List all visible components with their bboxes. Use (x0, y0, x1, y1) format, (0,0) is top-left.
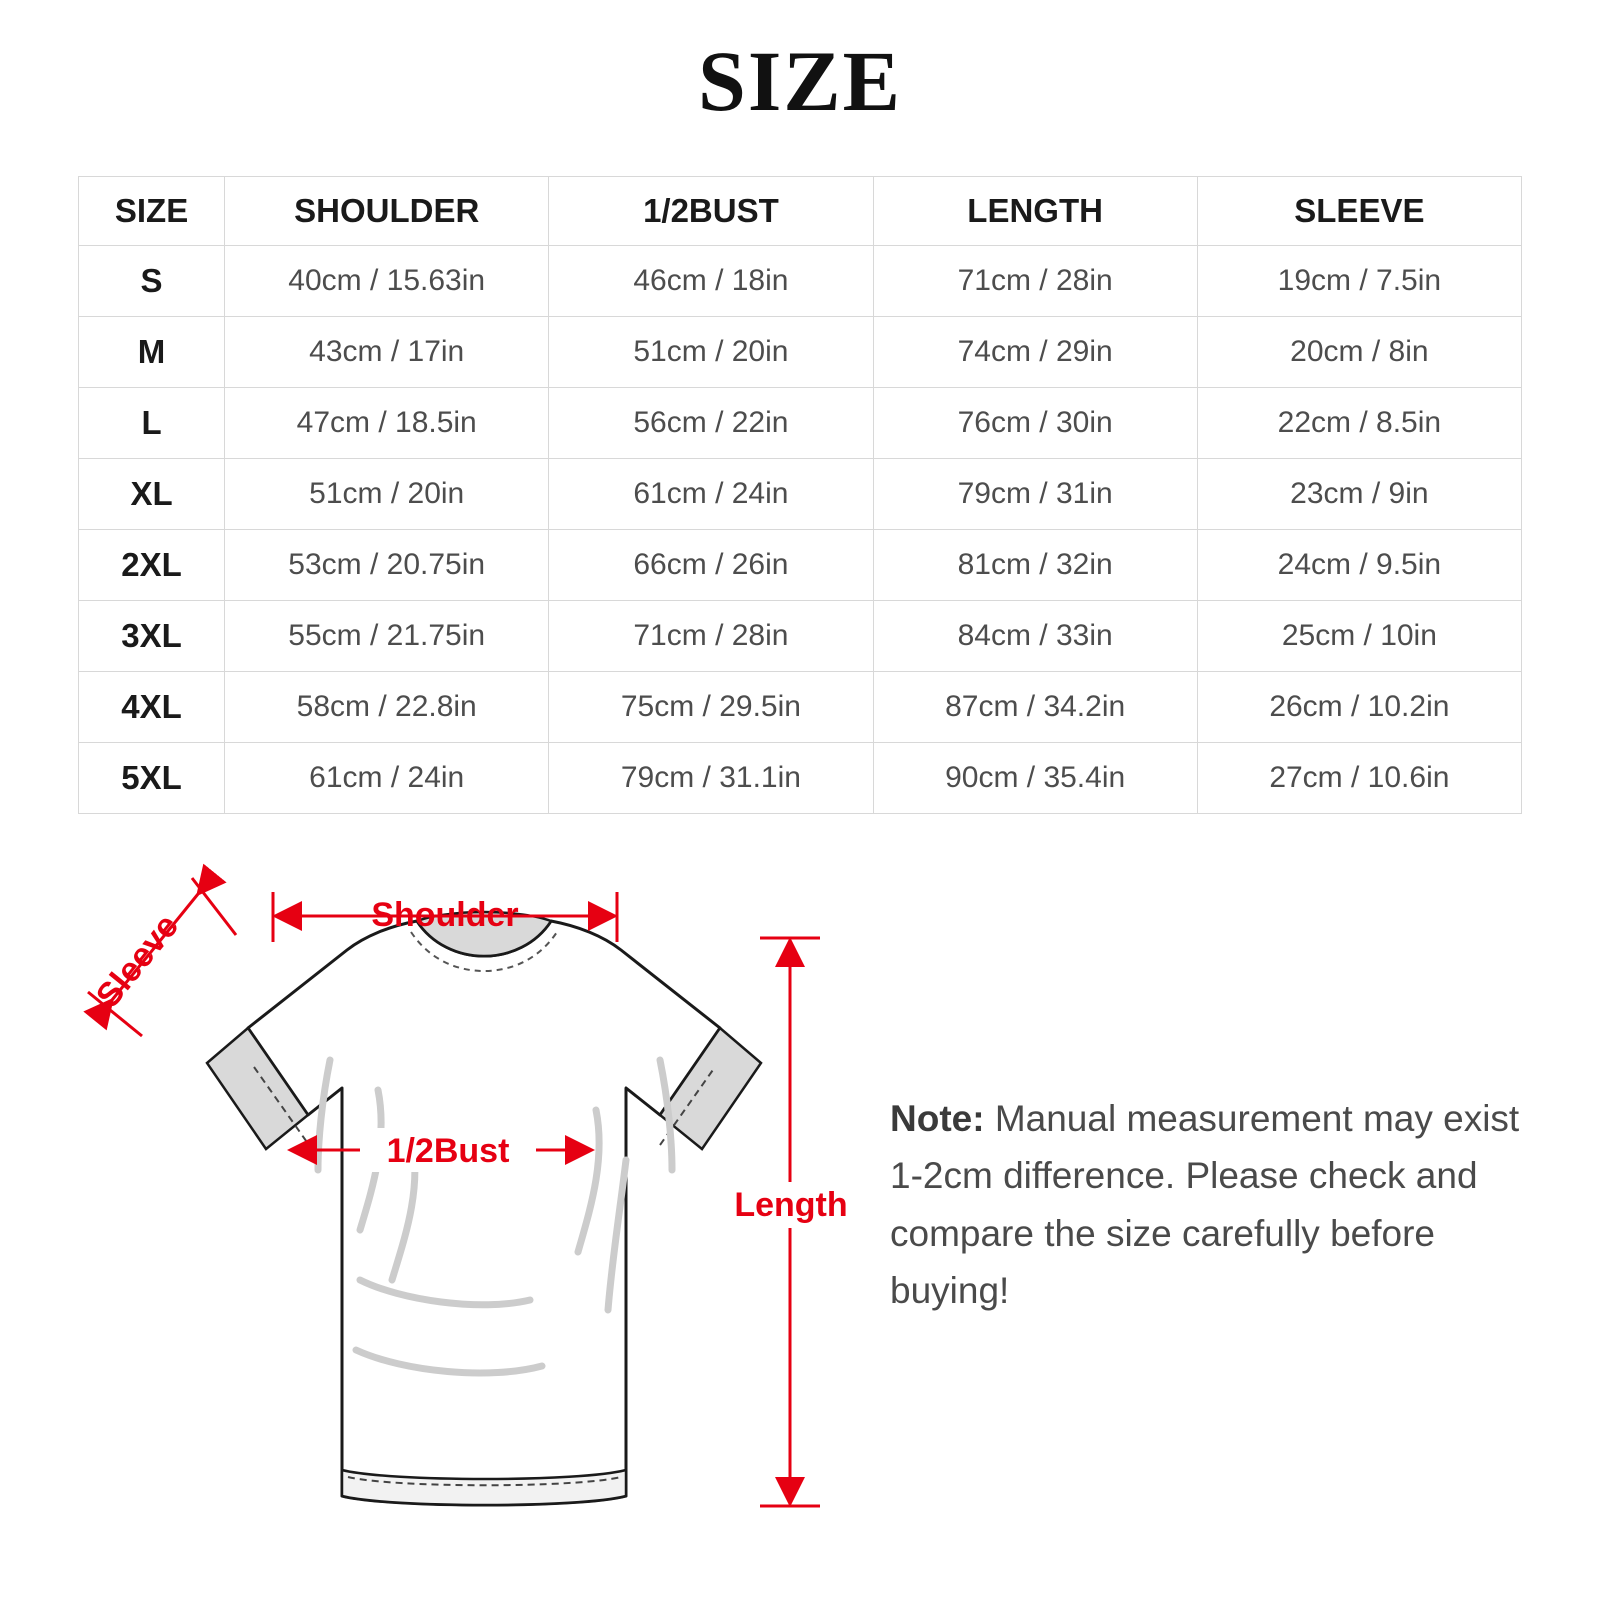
sleeve-label: Sleeve (88, 907, 187, 1015)
cell-sleeve: 22cm / 8.5in (1197, 388, 1521, 459)
cell-size: 3XL (79, 601, 225, 672)
cell-shoulder: 47cm / 18.5in (225, 388, 549, 459)
cell-shoulder: 51cm / 20in (225, 459, 549, 530)
cell-length: 76cm / 30in (873, 388, 1197, 459)
column-header-length: LENGTH (873, 177, 1197, 246)
cell-bust: 51cm / 20in (549, 317, 873, 388)
cell-length: 81cm / 32in (873, 530, 1197, 601)
cell-length: 87cm / 34.2in (873, 672, 1197, 743)
table-row (79, 601, 1522, 672)
table-header-row (79, 177, 1522, 246)
cell-bust: 56cm / 22in (549, 388, 873, 459)
table-row (79, 246, 1522, 317)
cell-shoulder: 58cm / 22.8in (225, 672, 549, 743)
table-row (79, 459, 1522, 530)
cell-sleeve: 23cm / 9in (1197, 459, 1521, 530)
note-label: Note: (890, 1098, 985, 1139)
cell-size: M (79, 317, 225, 388)
cell-bust: 79cm / 31.1in (549, 743, 873, 814)
bust-label: 1/2Bust (386, 1132, 510, 1170)
cell-size: 4XL (79, 672, 225, 743)
cell-length: 84cm / 33in (873, 601, 1197, 672)
cell-sleeve: 19cm / 7.5in (1197, 246, 1521, 317)
cell-sleeve: 20cm / 8in (1197, 317, 1521, 388)
cell-length: 90cm / 35.4in (873, 743, 1197, 814)
cell-size: L (79, 388, 225, 459)
cell-size: XL (79, 459, 225, 530)
cell-size: S (79, 246, 225, 317)
cell-bust: 66cm / 26in (549, 530, 873, 601)
cell-shoulder: 40cm / 15.63in (225, 246, 549, 317)
cell-length: 79cm / 31in (873, 459, 1197, 530)
cell-bust: 75cm / 29.5in (549, 672, 873, 743)
cell-sleeve: 27cm / 10.6in (1197, 743, 1521, 814)
column-header-size: SIZE (79, 177, 225, 246)
cell-bust: 46cm / 18in (549, 246, 873, 317)
cell-bust: 71cm / 28in (549, 601, 873, 672)
note-text: Manual measurement may exist 1-2cm difference. Please check and compare the size carefully before buying! (890, 1098, 1520, 1312)
cell-length: 71cm / 28in (873, 246, 1197, 317)
page-title: SIZE (697, 33, 903, 129)
tshirt-measurement-diagram (60, 860, 860, 1560)
cell-size: 2XL (79, 530, 225, 601)
cell-shoulder: 55cm / 21.75in (225, 601, 549, 672)
cell-sleeve: 25cm / 10in (1197, 601, 1521, 672)
cell-sleeve: 24cm / 9.5in (1197, 530, 1521, 601)
table-row (79, 743, 1522, 814)
tshirt-outline (248, 921, 720, 1505)
size-chart-table (78, 176, 1522, 814)
cell-shoulder: 61cm / 24in (225, 743, 549, 814)
shoulder-label: Shoulder (371, 896, 519, 934)
cell-sleeve: 26cm / 10.2in (1197, 672, 1521, 743)
measurement-note (890, 1090, 1550, 1319)
column-header-sleeve: SLEEVE (1197, 177, 1521, 246)
cell-bust: 61cm / 24in (549, 459, 873, 530)
cell-shoulder: 43cm / 17in (225, 317, 549, 388)
column-header-bust: 1/2BUST (549, 177, 873, 246)
table-row (79, 388, 1522, 459)
table-row (79, 672, 1522, 743)
table-row (79, 317, 1522, 388)
table-row (79, 530, 1522, 601)
length-label: Length (734, 1186, 848, 1224)
cell-length: 74cm / 29in (873, 317, 1197, 388)
cell-shoulder: 53cm / 20.75in (225, 530, 549, 601)
column-header-shoulder: SHOULDER (225, 177, 549, 246)
cell-size: 5XL (79, 743, 225, 814)
